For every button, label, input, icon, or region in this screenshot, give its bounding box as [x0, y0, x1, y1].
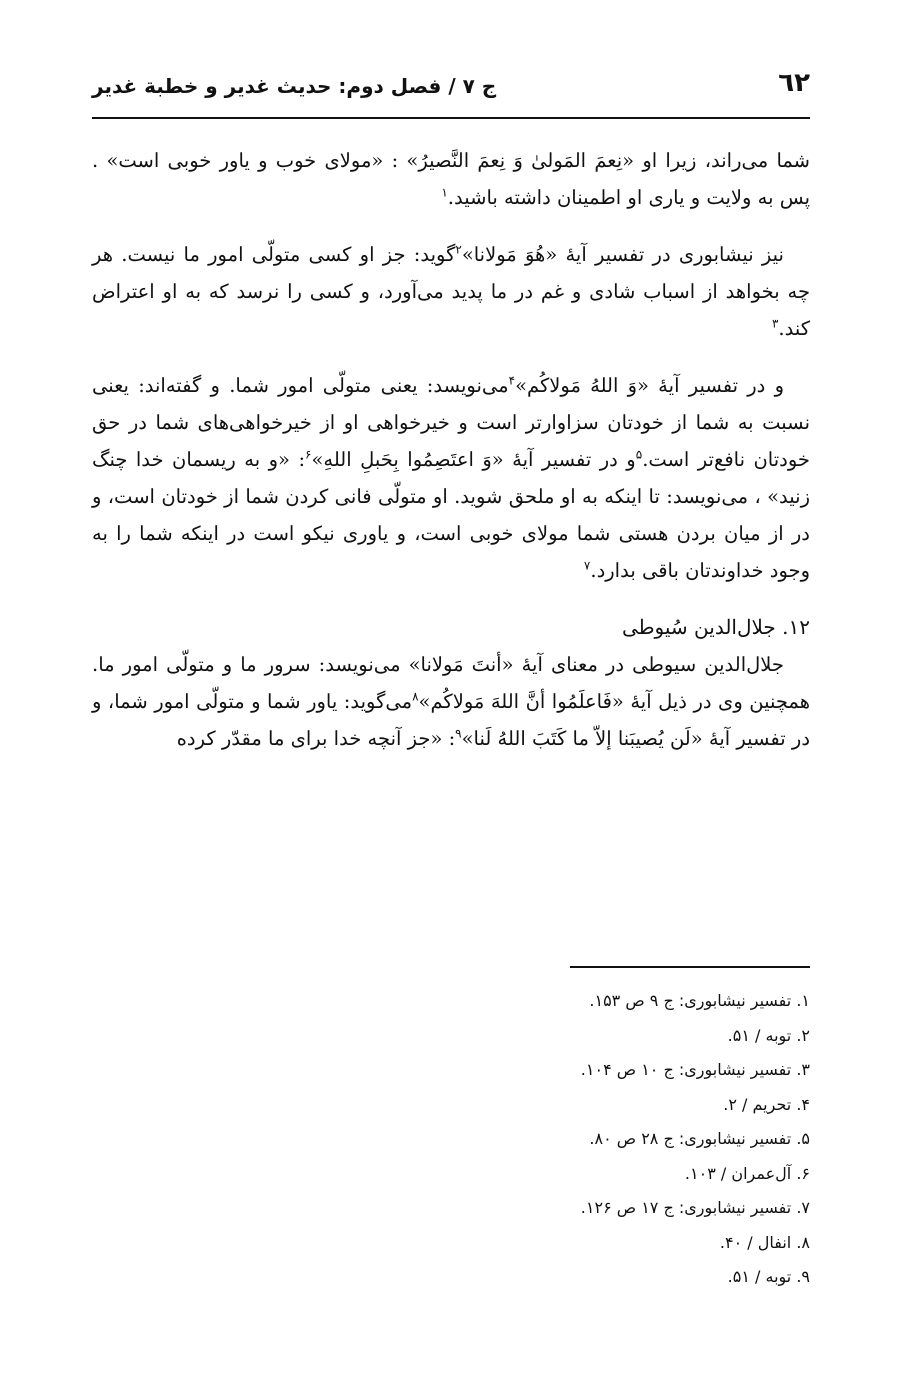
page-header [92, 62, 810, 110]
footnote-ref[interactable]: ۵ [635, 447, 643, 462]
footnote-5: ۵. تفسیر نیشابوری: ج ۲۸ ص ۸۰. [589, 1129, 810, 1148]
paragraph-4: جلال‌الدین سیوطی در معنای آیهٔ «أنتَ مَولانا» می‌نویسد: سرور ما و متولّی امور ما. همچنین وی در ذیل آیهٔ «فَاعلَمُوا أنَّ اللهَ مَولاکُم»$^۸$می‌گوید: یاور شما و متولّی امور شما، و در تفسیر آیهٔ «لَن یُصیبَنا إلاّ ما کَتَبَ اللهُ لَنا»$^۹$: «جز آنچه خدا برای ما مقدّر کرده [92, 653, 810, 750]
footnote-rule [570, 966, 810, 968]
footnote-ref[interactable]: ۲ [455, 242, 462, 257]
paragraph-2: نیز نیشابوری در تفسیر آیهٔ «هُوَ مَولانا»$^۲$گوید: جز او کسی متولّی امور ما نیست. هر چه بخواهد از اسباب شادی و غم در ما پدید می‌آورد، و کسی را نرسد که به او اعتراض کند.$^۳$ [92, 242, 810, 340]
paragraph-1: شما می‌راند، زیرا او «نِعمَ المَولیٰ وَ نِعمَ النَّصیرُ» : «مولای خوب و یاور خوبی است» . پس به ولایت و یاری او اطمینان داشته باشید.$^۱$ [92, 149, 810, 209]
main-text [92, 142, 810, 777]
footnote-ref[interactable]: ۷ [583, 558, 591, 573]
footnote-7: ۷. تفسیر نیشابوری: ج ۱۷ ص ۱۲۶. [580, 1198, 810, 1217]
footnote-ref[interactable]: ۶ [305, 447, 312, 462]
footnote-3: ۳. تفسیر نیشابوری: ج ۱۰ ص ۱۰۴. [580, 1060, 810, 1079]
footnote-8: ۸. انفال / ۴۰. [719, 1232, 810, 1252]
section-heading: ۱۲. جلال‌الدین سُیوطی [621, 615, 810, 639]
footnote-ref[interactable]: ۹ [455, 726, 462, 741]
footnote-1: ۱. تفسیر نیشابوری: ج ۹ ص ۱۵۳. [589, 991, 810, 1010]
footnotes [510, 984, 810, 1295]
footnote-9: ۹. توبه / ۵۱. [727, 1267, 810, 1286]
footnote-ref[interactable]: ۴ [508, 373, 516, 388]
header-rule [92, 117, 810, 119]
paragraph-3: و در تفسیر آیهٔ «وَ اللهُ مَولاکُم»$^۴$می‌نویسد: یعنی متولّی امور شما. و گفته‌اند: یعنی نسبت به شما از خودتان سزاوارتر است و خیرخواهی او از خیرخواهی‌های شما در حق خودتان نافع‌تر است.$^۵$و در تفسیر آیهٔ «وَ اعتَصِمُوا بِحَبلِ اللهِ»$^۶$: «و به ریسمان خدا چنگ زنید» ، می‌نویسد: تا اینکه به او ملحق شوید. او متولّی فانی کردن شما از خودتان است، و در از میان بردن هستی شما مولای خوبی است، و یاوری نیکو است در اینکه شما را به وجود خداوندتان باقی بدارد.$^۷$ [92, 373, 810, 582]
page-number: ٦٢ [778, 68, 810, 98]
footnote-ref[interactable]: ۸ [412, 689, 419, 704]
footnote-ref[interactable]: ۱ [441, 185, 448, 200]
footnote-4: ۴. تحریم / ۲. [723, 1094, 810, 1114]
running-head: ج ۷ / فصل دوم: حدیث غدیر و خطبة غدیر [92, 74, 497, 98]
footnote-2: ۲. توبه / ۵۱. [727, 1025, 810, 1045]
footnote-ref[interactable]: ۳ [771, 316, 779, 331]
footnote-6: ۶. آل‌عمران / ۱۰۳. [684, 1163, 810, 1183]
